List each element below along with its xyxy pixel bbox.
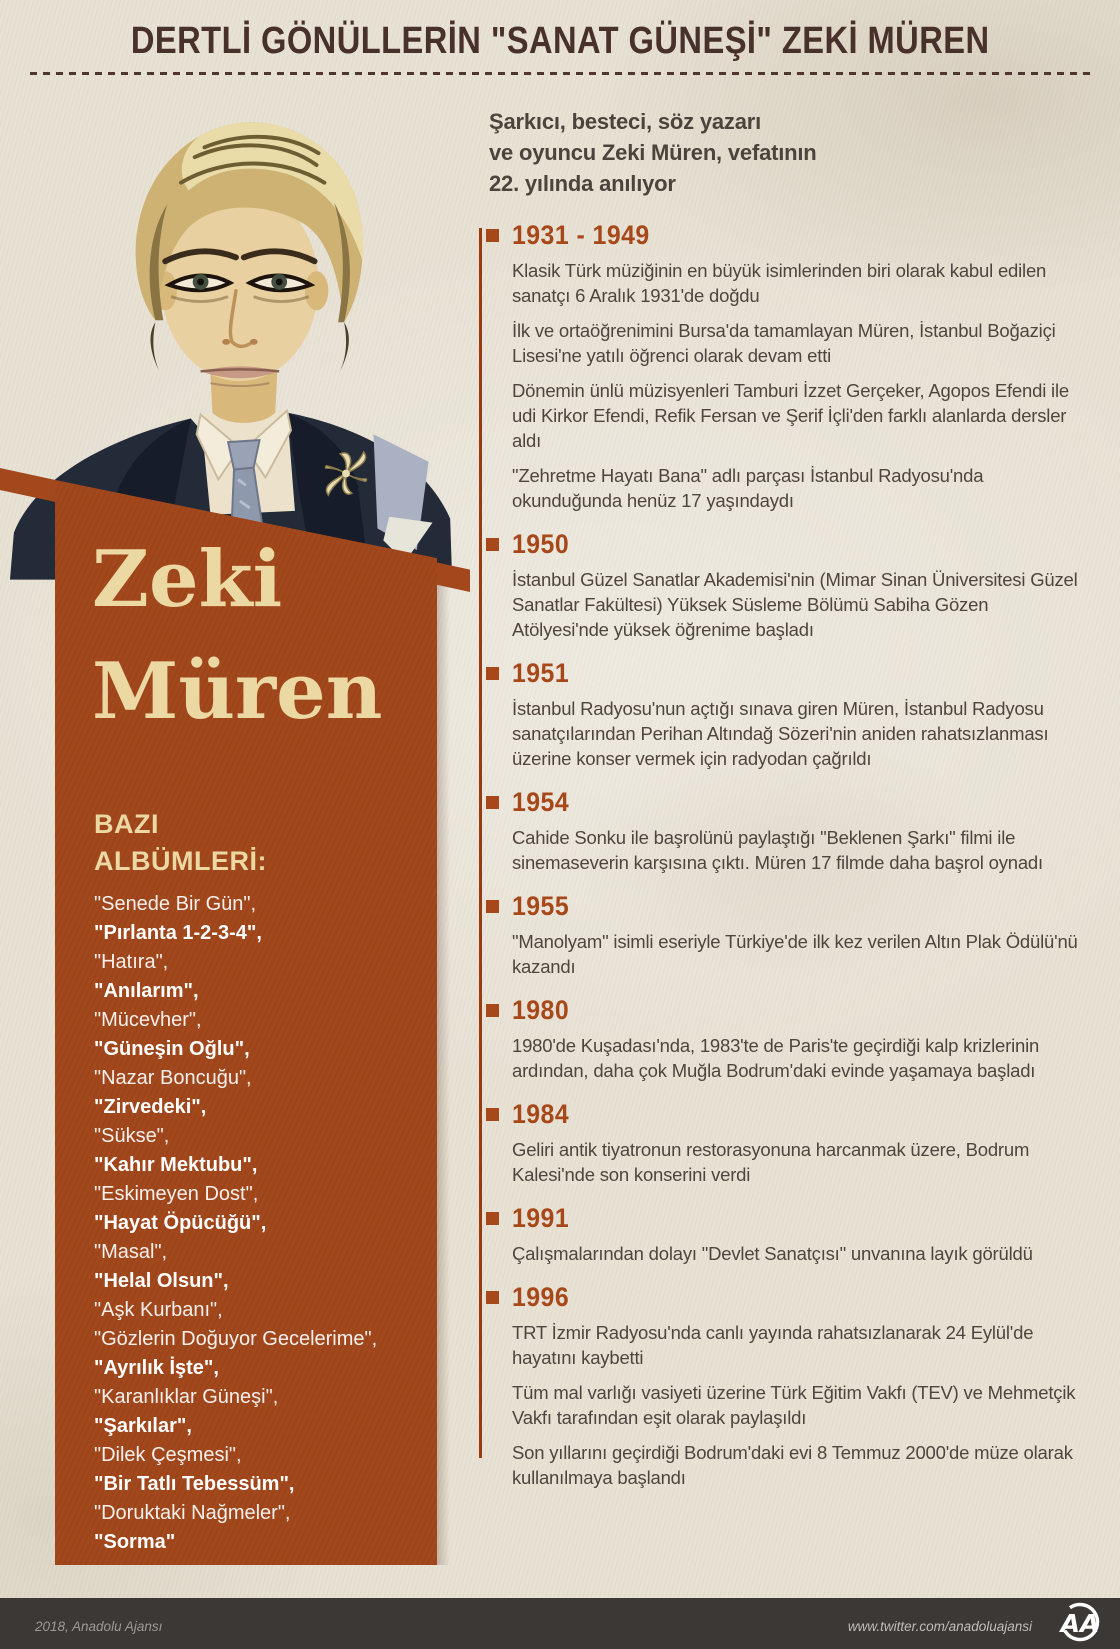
album-item: "Kahır Mektubu",	[94, 1154, 258, 1176]
year-bullet-icon	[486, 796, 499, 809]
album-item: "Bir Tatlı Tebessüm",	[94, 1473, 295, 1495]
year-label: 1991	[512, 1203, 570, 1233]
album-item: "Sükse",	[94, 1125, 170, 1147]
event-paragraph: "Manolyam" isimli eseriyle Türkiye'de ilk kez verilen Altın Plak Ödülü'nü kazandı	[512, 931, 1078, 977]
album-item: "Senede Bir Gün",	[94, 893, 257, 915]
intro-line: ve oyuncu Zeki Müren, vefatının	[489, 140, 817, 165]
sidebar	[0, 0, 470, 1565]
event-paragraph: 1980'de Kuşadası'nda, 1983'te de Paris'te geçirdiği kalp krizlerinin ardından, daha çok Muğla Bodrum'daki evinde yaşamaya başladı	[512, 1035, 1040, 1081]
album-item: "Karanlıklar Güneşi",	[94, 1386, 279, 1408]
year-bullet-icon	[486, 667, 499, 680]
album-item: "Hayat Öpücüğü",	[94, 1212, 267, 1234]
year-bullet-icon	[486, 538, 499, 551]
year-heading	[512, 660, 1087, 687]
year-label: 1980	[512, 995, 570, 1025]
year-bullet-icon	[486, 1004, 499, 1017]
intro-line: 22. yılında anılıyor	[489, 171, 676, 196]
album-item: "Nazar Boncuğu",	[94, 1067, 252, 1089]
event-paragraph: "Zehretme Hayatı Bana" adlı parçası İstanbul Radyosu'nda okunduğunda henüz 17 yaşındaydı	[512, 465, 984, 511]
svg-text:AA: AA	[1060, 1609, 1100, 1638]
year-bullet-icon	[486, 1108, 499, 1121]
year-bullet-icon	[486, 1291, 499, 1304]
year-heading	[512, 1101, 1087, 1128]
timeline-section	[512, 893, 1087, 979]
albums-heading-line: BAZI	[94, 809, 159, 839]
year-heading	[512, 222, 1087, 249]
album-item: "Güneşin Oğlu",	[94, 1038, 250, 1060]
event-paragraph: İstanbul Radyosu'nun açtığı sınava giren Müren, İstanbul Radyosu sanatçılarından Perihan Altındağ Sözeri'nin aniden rahatsızlanması üzerine konser vermek için radyodan çağrıldı	[512, 698, 1049, 769]
year-label: 1984	[512, 1099, 570, 1129]
event-paragraph: İstanbul Güzel Sanatlar Akademisi'nin (Mimar Sinan Üniversitesi Güzel Sanatlar Fakültesi) Yüksek Süsleme Bölümü Sabiha Gözen Atölyesi'nde yüksek öğrenime başladı	[512, 569, 1078, 640]
album-item: "Dilek Çeşmesi",	[94, 1444, 242, 1466]
year-bullet-icon	[486, 900, 499, 913]
album-item: "Sorma"	[94, 1531, 176, 1553]
intro-text	[489, 106, 817, 199]
artist-name-line: Zeki	[92, 534, 283, 625]
album-item: "Pırlanta 1-2-3-4",	[94, 922, 262, 944]
albums-heading	[94, 806, 267, 880]
album-item: "Anılarım",	[94, 980, 199, 1002]
timeline-section	[512, 531, 1087, 642]
album-item: "Zirvedeki",	[94, 1096, 207, 1118]
year-heading	[512, 1284, 1087, 1311]
year-label: 1951	[512, 658, 570, 688]
artist-name-line: Müren	[92, 646, 383, 737]
timeline-line	[479, 228, 482, 1458]
page-title: DERTLİ GÖNÜLLERİN "SANAT GÜNEŞİ" ZEKİ MÜREN	[130, 20, 990, 62]
event-paragraph: Cahide Sonku ile başrolünü paylaştığı "Beklenen Şarkı" filmi ile sinemaseverin karşısına çıktı. Müren 17 filmde daha başrol oynadı	[512, 827, 1043, 873]
intro-line: Şarkıcı, besteci, söz yazarı	[489, 109, 761, 134]
album-item: "Helal Olsun",	[94, 1270, 229, 1292]
album-item: "Masal",	[94, 1241, 168, 1263]
year-bullet-icon	[486, 1212, 499, 1225]
year-label: 1996	[512, 1282, 570, 1312]
album-item: "Ayrılık İşte",	[94, 1357, 219, 1379]
timeline-section	[512, 789, 1087, 875]
album-item: "Aşk Kurbanı",	[94, 1299, 223, 1321]
copyright-text: 2018, Anadolu Ajansı	[35, 1619, 163, 1634]
event-paragraph: Çalışmalarından dolayı "Devlet Sanatçısı" unvanına layık görüldü	[512, 1243, 1033, 1264]
aa-logo-icon	[1056, 1599, 1104, 1647]
timeline	[512, 222, 1087, 1500]
album-item: "Gözlerin Doğuyor Gecelerime",	[94, 1328, 378, 1350]
event-paragraph: Klasik Türk müziğinin en büyük isimlerinden biri olarak kabul edilen sanatçı 6 Aralık 1931'de doğdu	[512, 260, 1047, 306]
album-list	[94, 890, 377, 1557]
event-paragraph: Son yıllarını geçirdiği Bodrum'daki evi 8 Temmuz 2000'de müze olarak kullanılmaya başlandı	[512, 1442, 1073, 1488]
album-item: "Doruktaki Nağmeler",	[94, 1502, 291, 1524]
year-heading	[512, 789, 1087, 816]
album-item: "Hatıra",	[94, 951, 169, 973]
event-paragraph: TRT İzmir Radyosu'nda canlı yayında rahatsızlanarak 24 Eylül'de hayatını kaybetti	[512, 1322, 1034, 1368]
timeline-section	[512, 997, 1087, 1083]
footer-bar	[0, 1598, 1120, 1649]
timeline-section	[512, 222, 1087, 513]
timeline-section	[512, 1205, 1087, 1266]
year-label: 1955	[512, 891, 570, 921]
event-paragraph: Tüm mal varlığı vasiyeti üzerine Türk Eğitim Vakfı (TEV) ve Mehmetçik Vakfı tarafından eşit olarak paylaşıldı	[512, 1382, 1076, 1428]
album-item: "Şarkılar",	[94, 1415, 192, 1437]
year-label: 1954	[512, 787, 570, 817]
albums-heading-line: ALBÜMLERİ:	[94, 846, 267, 876]
album-item: "Mücevher",	[94, 1009, 202, 1031]
event-paragraph: Geliri antik tiyatronun restorasyonuna harcanmak üzere, Bodrum Kalesi'nde son konserini verdi	[512, 1139, 1030, 1185]
album-item: "Eskimeyen Dost",	[94, 1183, 259, 1205]
year-heading	[512, 1205, 1087, 1232]
year-label: 1931 - 1949	[512, 220, 650, 250]
timeline-section	[512, 1284, 1087, 1490]
year-heading	[512, 893, 1087, 920]
timeline-section	[512, 1101, 1087, 1187]
timeline-section	[512, 660, 1087, 771]
year-bullet-icon	[486, 229, 499, 242]
event-paragraph: Dönemin ünlü müzisyenleri Tamburi İzzet Gerçeker, Agopos Efendi ile udi Kirkor Efendi, Refik Fersan ve Şerif İçli'den farklı alanlarda dersler aldı	[512, 380, 1069, 451]
year-heading	[512, 531, 1087, 558]
event-paragraph: İlk ve ortaöğrenimini Bursa'da tamamlayan Müren, İstanbul Boğaziçi Lisesi'ne yatılı öğrenci olarak devam etti	[512, 320, 1056, 366]
year-heading	[512, 997, 1087, 1024]
twitter-link[interactable]: www.twitter.com/anadoluajansi	[847, 1619, 1032, 1634]
artist-name	[92, 524, 382, 748]
year-label: 1950	[512, 529, 570, 559]
